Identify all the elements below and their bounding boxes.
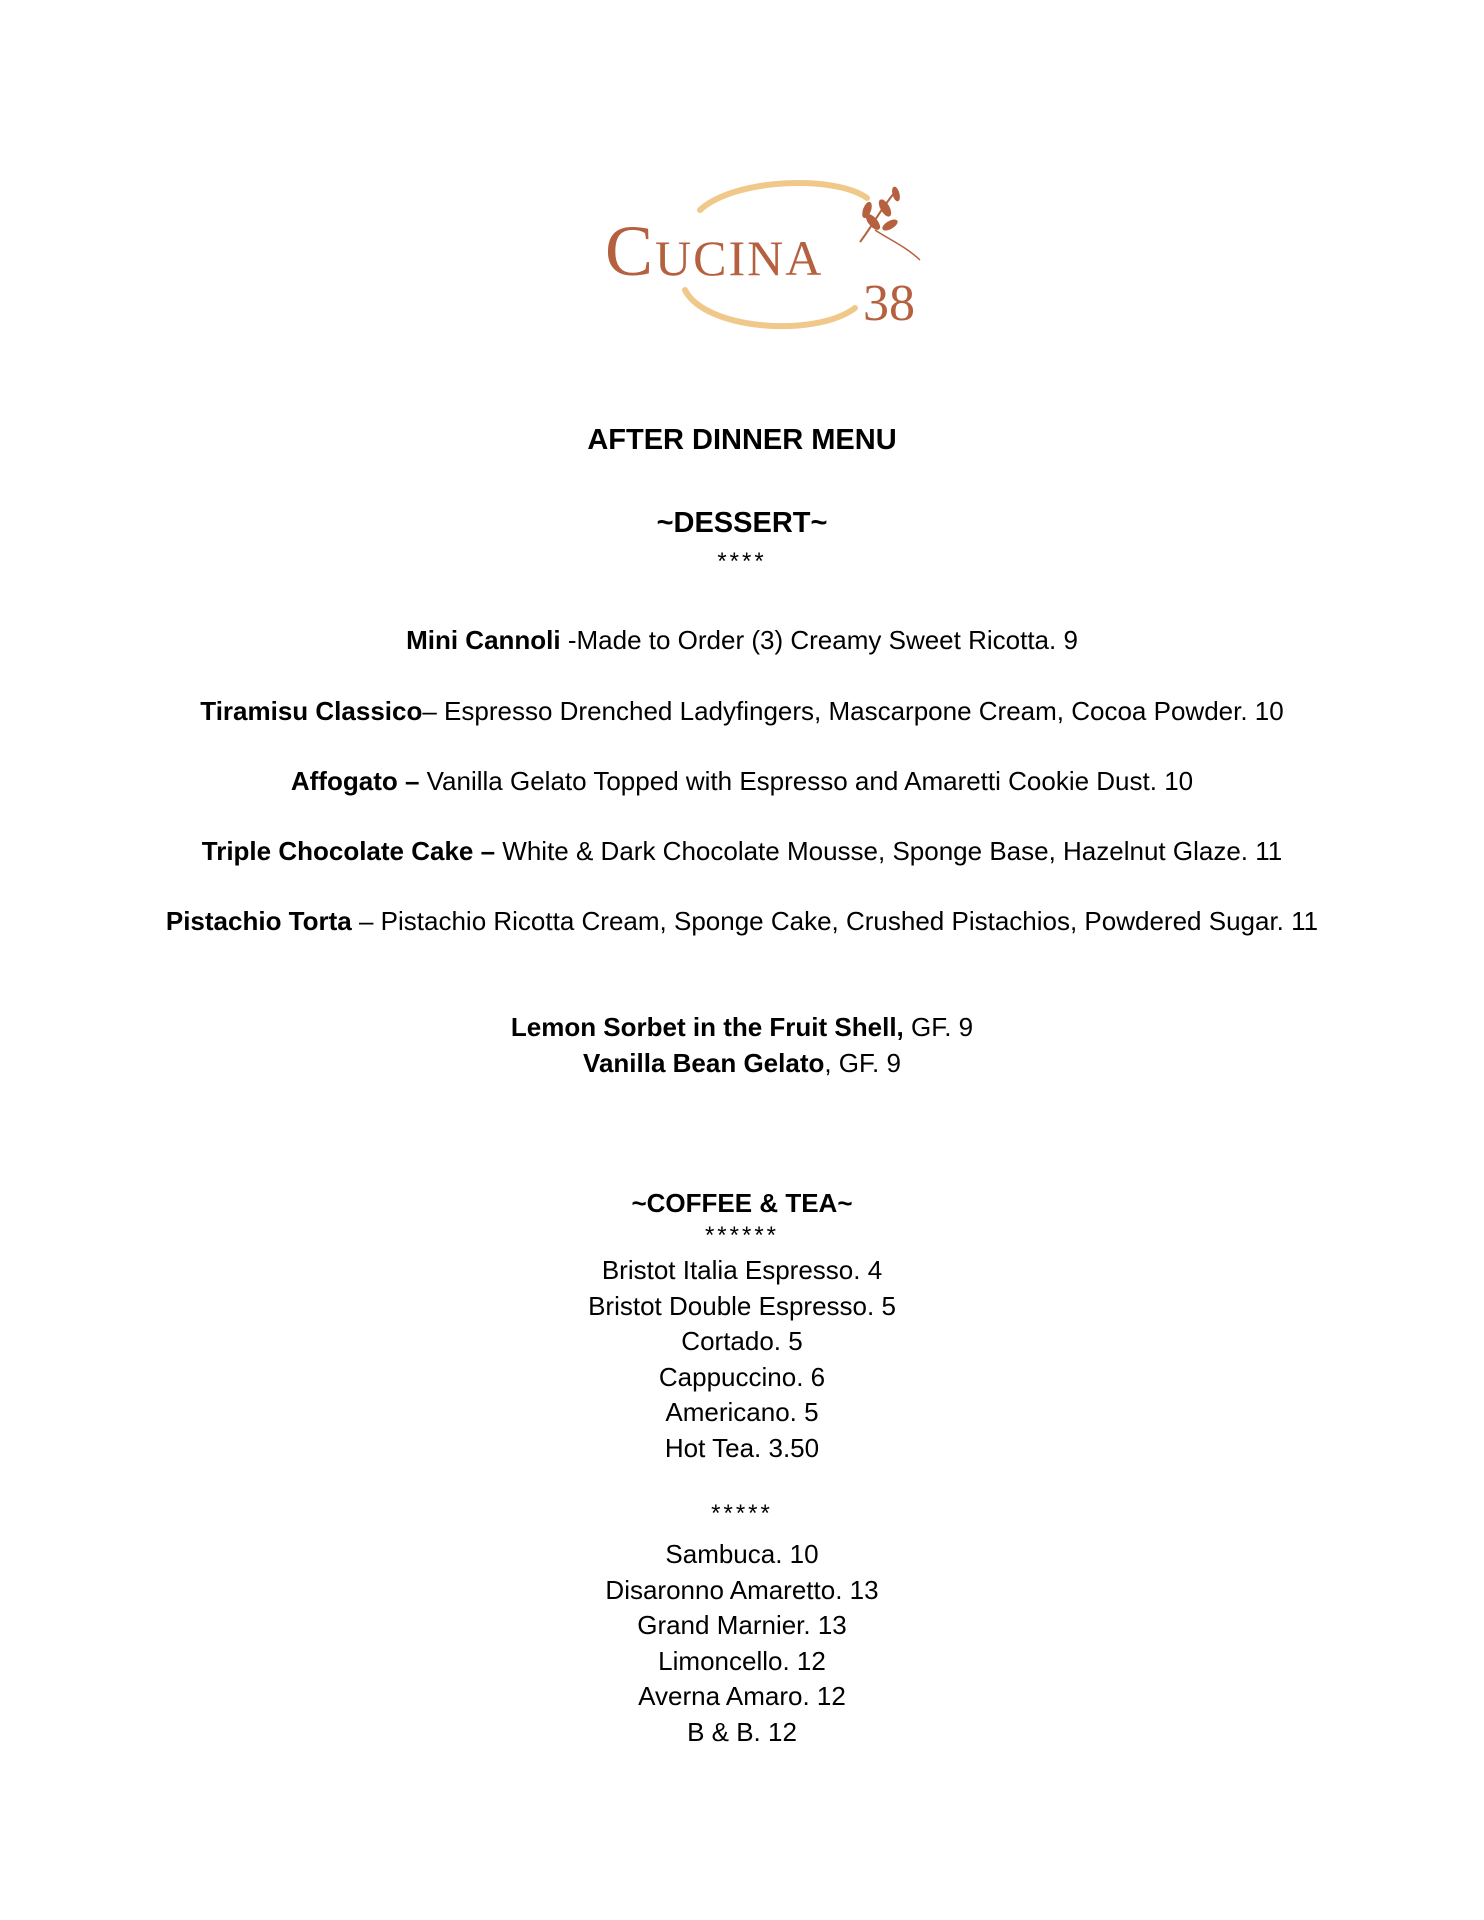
dessert-heading: ~DESSERT~ (656, 507, 828, 539)
liqueur-list (0, 1537, 1484, 1750)
dessert-extra-desc: GF. 9 (903, 1012, 974, 1042)
liqueur-item: B & B. 12 (687, 1716, 797, 1747)
dessert-item-name: Triple Chocolate Cake – (201, 836, 496, 866)
liqueur-item: Sambuca. 10 (665, 1539, 819, 1569)
dessert-item-name: Tiramisu Classico (200, 696, 423, 726)
restaurant-logo (605, 170, 930, 345)
dessert-item (0, 625, 1484, 656)
dessert-item-desc: Vanilla Gelato Topped with Espresso and Amaretti Cookie Dust. 10 (419, 766, 1194, 796)
dessert-extra-desc: , GF. 9 (824, 1048, 901, 1078)
coffee-stars: ****** (704, 1222, 780, 1249)
menu-title: AFTER DINNER MENU (587, 424, 897, 456)
dessert-extra-item (0, 1012, 1484, 1043)
dessert-item (0, 696, 1484, 727)
dessert-item (0, 906, 1484, 937)
coffee-item: Bristot Double Espresso. 5 (588, 1290, 896, 1321)
liqueur-item: Limoncello. 12 (658, 1645, 826, 1676)
liqueur-item: Grand Marnier. 13 (637, 1610, 847, 1640)
coffee-heading: ~COFFEE & TEA~ (631, 1188, 853, 1218)
dessert-item-name: Affogato – (290, 766, 420, 796)
coffee-item: Americano. 5 (665, 1397, 819, 1427)
dessert-item-desc: White & Dark Chocolate Mousse, Sponge Base, Hazelnut Glaze. 11 (495, 836, 1283, 866)
logo-brand-text: Cucina (605, 211, 824, 291)
liqueur-item: Averna Amaro. 12 (638, 1681, 846, 1711)
dessert-item-name: Pistachio Torta (165, 906, 352, 936)
coffee-item: Cortado. 5 (681, 1326, 803, 1356)
coffee-item: Cappuccino. 6 (658, 1361, 826, 1392)
dessert-item (0, 766, 1484, 797)
liqueur-item: Disaronno Amaretto. 13 (605, 1574, 879, 1605)
dessert-item-desc: – Pistachio Ricotta Cream, Sponge Cake, Crushed Pistachios, Powdered Sugar. 11 (351, 906, 1319, 936)
dessert-extra-name: Lemon Sorbet in the Fruit Shell, (510, 1012, 904, 1042)
logo-number-text: 38 (863, 275, 915, 332)
dessert-item-name: Mini Cannoli (406, 625, 561, 655)
dessert-extra-item (0, 1048, 1484, 1079)
dessert-item-desc: – Espresso Drenched Ladyfingers, Mascarpone Cream, Cocoa Powder. 10 (422, 696, 1284, 726)
dessert-item (0, 836, 1484, 867)
dessert-stars: **** (717, 548, 767, 575)
logo-graphic (605, 170, 930, 345)
liqueur-stars: ***** (711, 1500, 773, 1527)
dessert-extra-name: Vanilla Bean Gelato (583, 1048, 825, 1078)
coffee-list (0, 1253, 1484, 1466)
dessert-item-desc: -Made to Order (3) Creamy Sweet Ricotta. 9 (560, 625, 1078, 655)
coffee-item: Hot Tea. 3.50 (664, 1432, 820, 1463)
coffee-item: Bristot Italia Espresso. 4 (601, 1255, 883, 1285)
